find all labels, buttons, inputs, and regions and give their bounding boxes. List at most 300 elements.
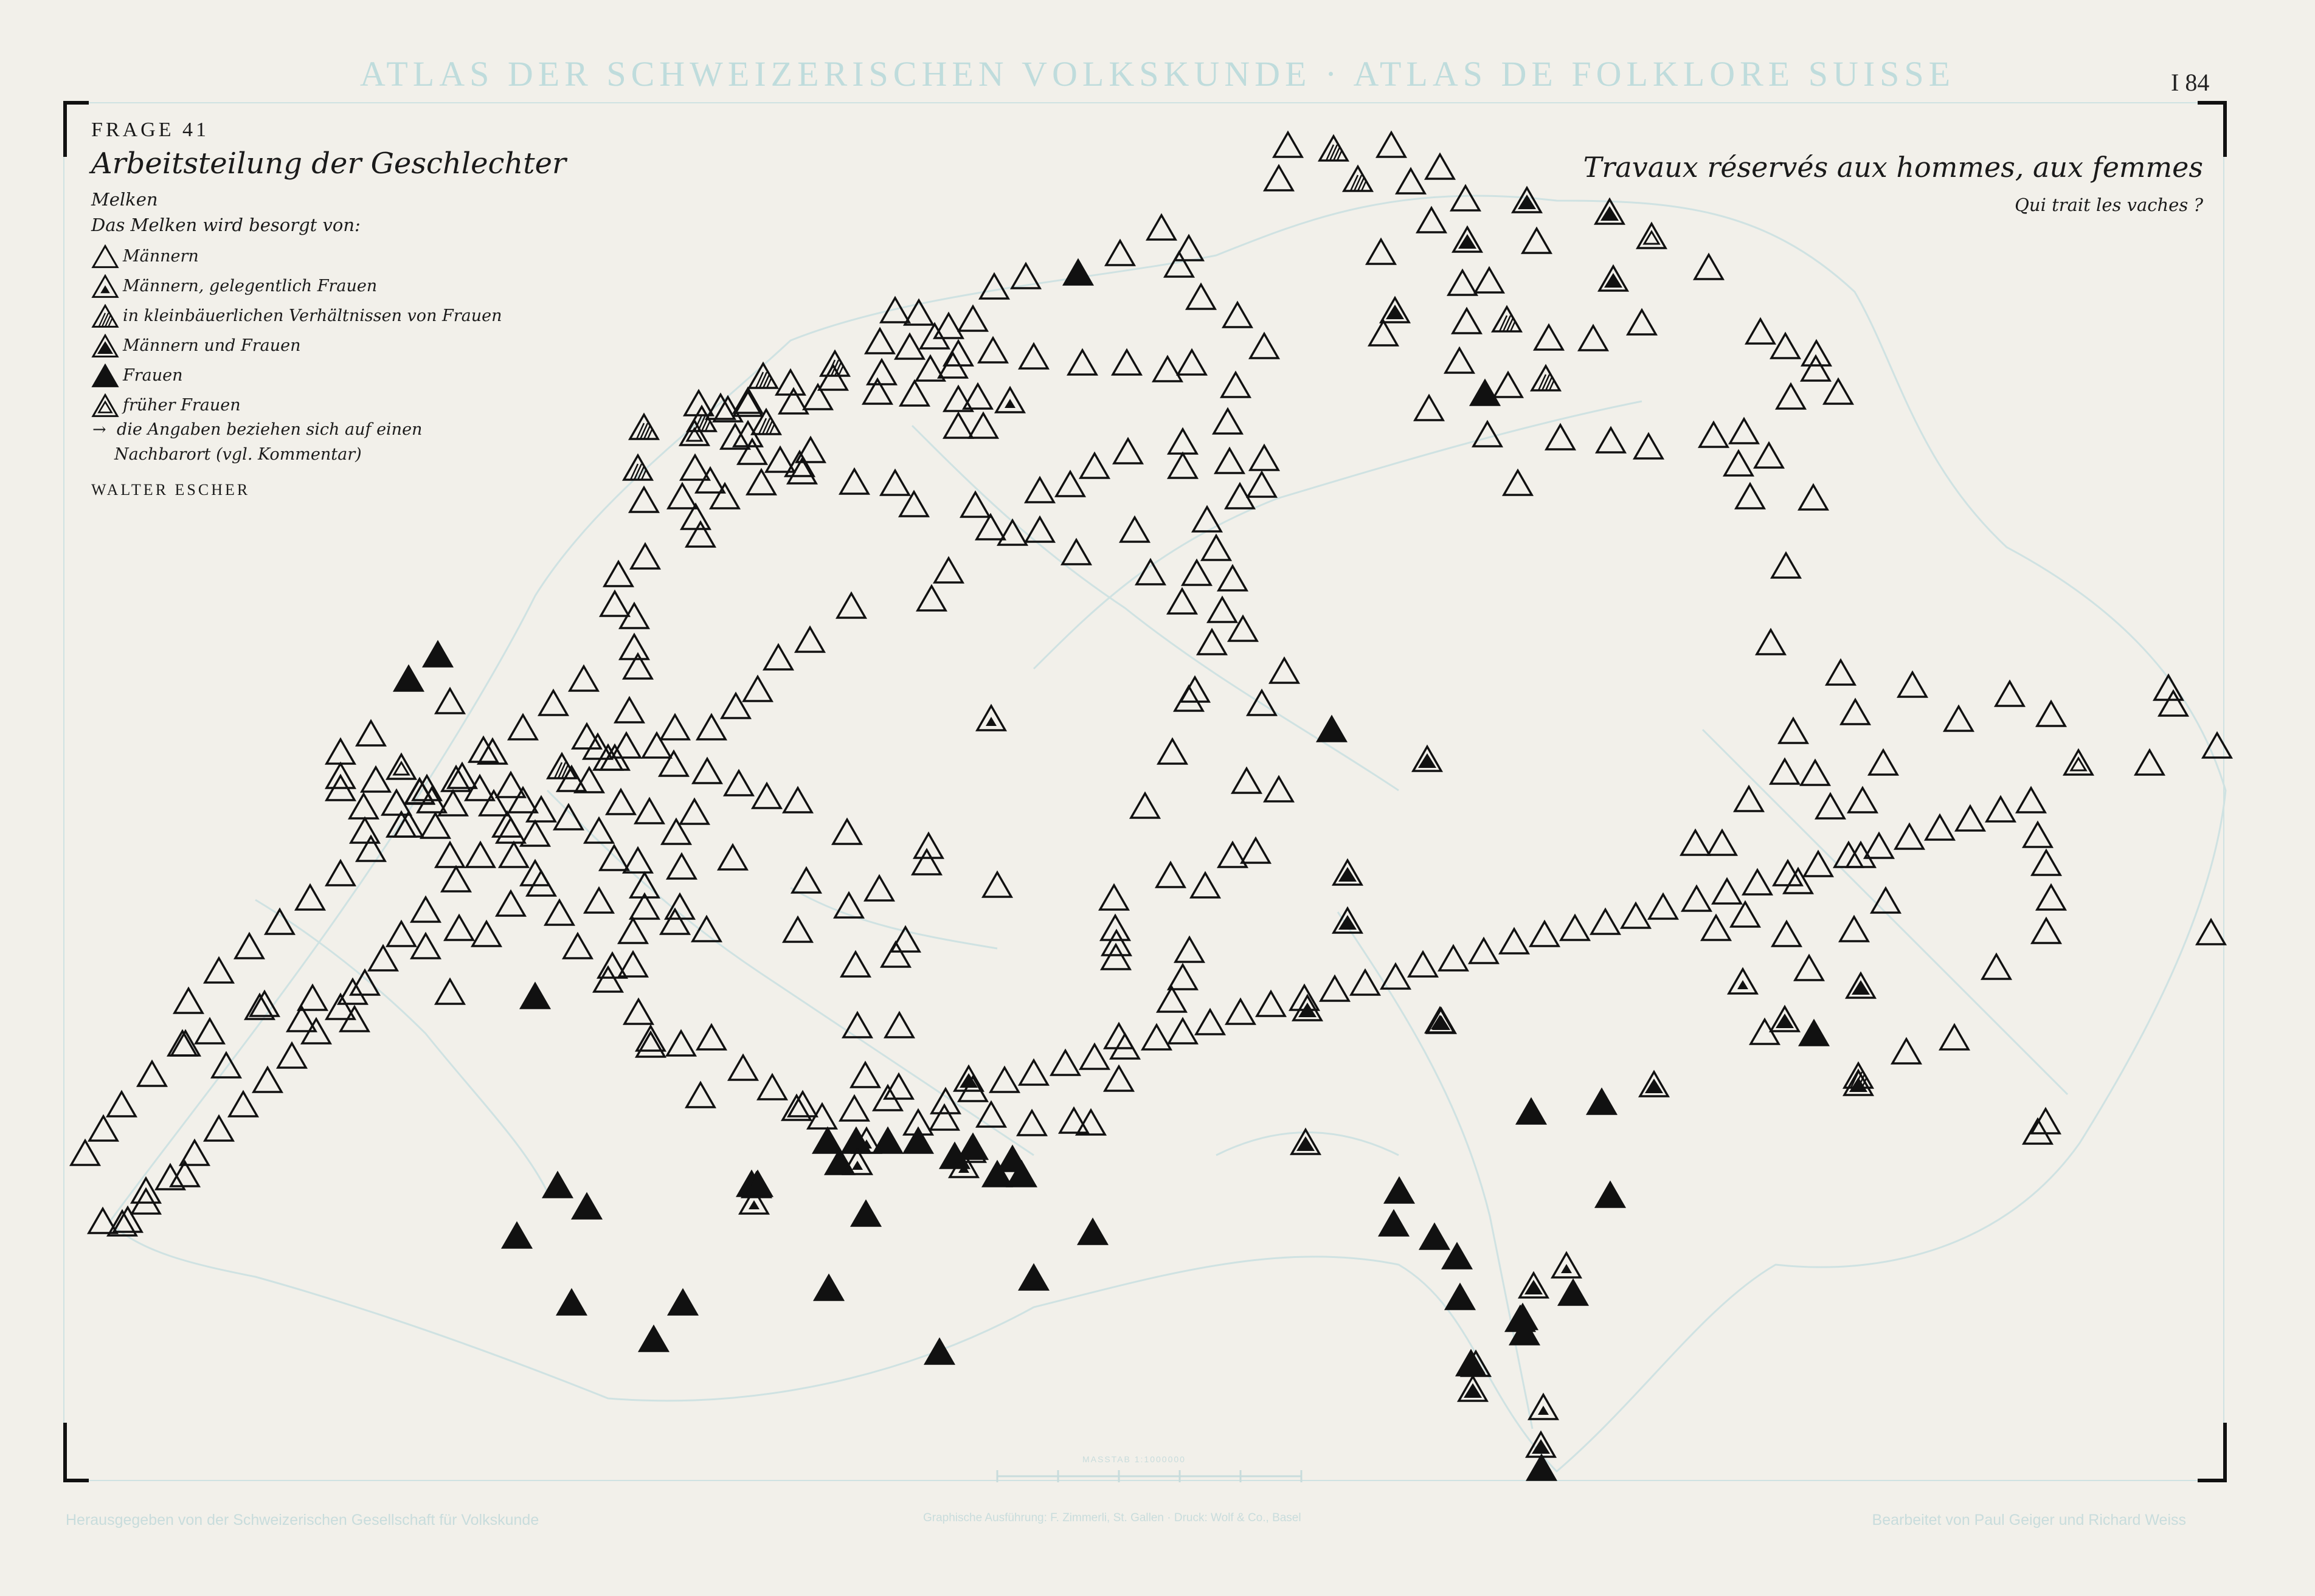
legend bbox=[91, 119, 566, 499]
lake-line bbox=[791, 888, 997, 948]
marker-men-icon bbox=[851, 1063, 879, 1087]
legend-note-line2: Nachbarort (vgl. Kommentar) bbox=[114, 445, 362, 464]
marker-men-icon bbox=[1895, 824, 1923, 849]
marker-men-icon bbox=[1265, 777, 1293, 801]
marker-men-icon bbox=[1531, 922, 1559, 946]
marker-men-icon bbox=[1168, 589, 1196, 613]
marker-men-icon bbox=[1208, 598, 1236, 622]
marker-men-icon bbox=[998, 520, 1026, 545]
marker-men-icon bbox=[935, 314, 963, 338]
legend-item-frauen bbox=[91, 361, 566, 390]
marker-men-icon bbox=[661, 910, 689, 934]
marker-men-icon bbox=[687, 1083, 715, 1107]
marker-men-icon bbox=[1735, 787, 1763, 811]
marker-men-icon bbox=[835, 893, 863, 917]
marker-men-icon bbox=[1026, 478, 1054, 502]
marker-men-icon bbox=[843, 1013, 871, 1037]
marker-women-icon bbox=[1420, 1225, 1448, 1249]
marker-men-icon bbox=[1869, 750, 1897, 775]
legend-note-line1: die Angaben beziehen sich auf einen bbox=[117, 420, 423, 439]
marker-men-icon bbox=[619, 919, 647, 943]
triangle-hatched-icon bbox=[91, 304, 119, 328]
marker-men-icon bbox=[777, 370, 805, 395]
marker-men-icon bbox=[421, 814, 449, 838]
marker-men-icon bbox=[1987, 797, 2015, 821]
marker-men-icon bbox=[1504, 471, 1532, 495]
marker-men-icon bbox=[1439, 946, 1467, 970]
marker-men-icon bbox=[509, 788, 537, 812]
marker-men-icon bbox=[753, 784, 781, 808]
marker-men-icon bbox=[896, 334, 924, 359]
marker-men-icon bbox=[935, 558, 963, 582]
triangle-large-solid-core-icon bbox=[91, 334, 119, 358]
marker-men-icon bbox=[436, 843, 464, 867]
marker-men-icon bbox=[412, 897, 440, 922]
marker-men-icon bbox=[881, 471, 909, 495]
marker-women-icon bbox=[1446, 1285, 1474, 1309]
marker-men-icon bbox=[661, 715, 689, 739]
marker-men-icon bbox=[944, 413, 972, 438]
marker-men-icon bbox=[1169, 965, 1197, 989]
marker-men-icon bbox=[631, 544, 659, 568]
marker-smallholder-women-icon bbox=[1320, 136, 1348, 161]
marker-men-icon bbox=[1113, 350, 1141, 375]
marker-men-icon bbox=[1143, 1025, 1171, 1049]
marker-women-icon bbox=[573, 1194, 601, 1218]
marker-men-icon bbox=[625, 1000, 652, 1024]
marker-smallholder-women-icon bbox=[630, 415, 658, 439]
marker-men-icon bbox=[564, 934, 592, 958]
marker-men-icon bbox=[1147, 215, 1175, 240]
legend-item-kleinbauerlich bbox=[91, 301, 566, 331]
marker-men-icon bbox=[1154, 357, 1182, 381]
marker-men-icon bbox=[680, 800, 708, 824]
marker-men-icon bbox=[1111, 1034, 1139, 1059]
legend-label: Männern und Frauen bbox=[123, 336, 301, 355]
marker-women-icon bbox=[1588, 1090, 1616, 1114]
marker-men-icon bbox=[1187, 285, 1215, 309]
marker-men-icon bbox=[1774, 861, 1802, 885]
question-fr: Qui trait les vaches ? bbox=[2015, 195, 2203, 215]
marker-men-icon bbox=[1178, 350, 1206, 375]
marker-men-icon bbox=[1158, 739, 1186, 764]
marker-men-icon bbox=[637, 1026, 665, 1051]
legend-intro: Das Melken wird besorgt von: bbox=[91, 215, 361, 235]
marker-men-and-women-icon bbox=[1527, 1432, 1555, 1457]
marker-men-icon bbox=[1730, 419, 1758, 443]
marker-men-icon bbox=[1743, 870, 1771, 894]
marker-men-icon bbox=[387, 922, 415, 946]
marker-men-icon bbox=[819, 365, 847, 390]
marker-men-icon bbox=[1175, 938, 1203, 962]
marker-men-icon bbox=[1746, 319, 1774, 344]
marker-men-icon bbox=[1956, 806, 1984, 831]
marker-men-icon bbox=[299, 986, 327, 1010]
marker-men-and-women-icon bbox=[1847, 973, 1875, 998]
marker-men-icon bbox=[980, 274, 1008, 299]
footer-publisher: Herausgegeben von der Schweizerischen Gesellschaft für Volkskunde bbox=[66, 1511, 539, 1529]
marker-men-icon bbox=[1841, 700, 1869, 724]
marker-men-icon bbox=[1849, 788, 1877, 812]
marker-occasional-women-icon bbox=[1729, 969, 1757, 993]
marker-women-icon bbox=[521, 984, 549, 1008]
marker-men-icon bbox=[1175, 686, 1203, 711]
marker-men-icon bbox=[539, 691, 567, 715]
footer-editors: Bearbeitet von Paul Geiger und Richard Weiss bbox=[1872, 1511, 2186, 1529]
marker-men-icon bbox=[1018, 1111, 1046, 1135]
marker-smallholder-women-icon bbox=[749, 364, 777, 388]
marker-men-icon bbox=[235, 934, 263, 958]
marker-men-icon bbox=[89, 1116, 117, 1141]
marker-men-icon bbox=[842, 952, 870, 976]
marker-men-icon bbox=[1683, 886, 1711, 911]
legend-item-beide bbox=[91, 331, 566, 361]
marker-men-icon bbox=[1193, 507, 1221, 531]
marker-men-icon bbox=[1216, 449, 1244, 473]
marker-men-icon bbox=[711, 484, 739, 508]
marker-men-and-women-icon bbox=[1513, 188, 1541, 212]
marker-men-icon bbox=[1020, 1060, 1048, 1085]
marker-men-icon bbox=[607, 790, 635, 814]
marker-men-icon bbox=[1397, 169, 1425, 193]
marker-men-icon bbox=[2032, 919, 2060, 943]
marker-women-icon bbox=[814, 1128, 842, 1153]
marker-women-icon bbox=[669, 1290, 697, 1314]
marker-men-icon bbox=[840, 1096, 868, 1121]
marker-men-icon bbox=[585, 888, 613, 913]
marker-men-icon bbox=[327, 739, 355, 764]
marker-men-icon bbox=[229, 1092, 257, 1116]
marker-men-icon bbox=[2159, 691, 2187, 716]
marker-men-icon bbox=[1700, 423, 1728, 447]
marker-men-icon bbox=[1257, 992, 1285, 1016]
marker-men-icon bbox=[804, 385, 832, 409]
marker-men-icon bbox=[1523, 229, 1551, 253]
marker-men-icon bbox=[833, 820, 861, 844]
marker-men-icon bbox=[1840, 917, 1868, 941]
triangle-outline-icon bbox=[91, 244, 119, 269]
marker-men-icon bbox=[212, 1053, 240, 1077]
scale-bar bbox=[997, 1470, 1301, 1482]
marker-men-icon bbox=[175, 989, 202, 1013]
marker-men-icon bbox=[1757, 630, 1785, 654]
marker-men-icon bbox=[1169, 1019, 1197, 1043]
marker-women-icon bbox=[1800, 1021, 1828, 1045]
legend-item-frueher bbox=[91, 390, 566, 420]
marker-men-icon bbox=[445, 916, 473, 940]
marker-men-icon bbox=[744, 677, 772, 701]
marker-men-icon bbox=[1702, 916, 1730, 940]
footer-printer: Graphische Ausführung: F. Zimmerli, St. Gallen · Druck: Wolf & Co., Basel bbox=[923, 1511, 1301, 1524]
marker-men-icon bbox=[1771, 334, 1799, 358]
marker-men-icon bbox=[868, 360, 896, 384]
marker-men-icon bbox=[885, 1013, 913, 1037]
marker-men-icon bbox=[278, 1043, 306, 1068]
marker-women-icon bbox=[1596, 1183, 1624, 1207]
marker-men-and-women-icon bbox=[1453, 227, 1481, 252]
marker-men-icon bbox=[1591, 910, 1619, 934]
marker-men-icon bbox=[1597, 428, 1625, 452]
legend-item-gelegentlich bbox=[91, 271, 566, 301]
marker-men-icon bbox=[2032, 851, 2060, 875]
marker-smallholder-women-icon bbox=[1493, 307, 1521, 331]
marker-men-icon bbox=[1982, 955, 2010, 979]
marker-occasional-women-icon bbox=[977, 706, 1005, 730]
marker-men-icon bbox=[1106, 241, 1134, 265]
marker-men-icon bbox=[357, 837, 385, 861]
marker-men-icon bbox=[784, 788, 812, 812]
marker-men-icon bbox=[1250, 334, 1278, 358]
marker-men-icon bbox=[792, 868, 820, 893]
marker-men-icon bbox=[1229, 617, 1257, 641]
marker-men-icon bbox=[1265, 166, 1293, 190]
marker-men-icon bbox=[254, 1068, 282, 1092]
marker-women-icon bbox=[1020, 1265, 1048, 1290]
marker-men-icon bbox=[509, 715, 537, 739]
marker-men-icon bbox=[840, 469, 868, 494]
marker-men-icon bbox=[784, 917, 812, 942]
marker-men-icon bbox=[442, 867, 470, 891]
marker-women-icon bbox=[558, 1290, 586, 1314]
marker-men-icon bbox=[1242, 838, 1270, 863]
marker-men-icon bbox=[570, 666, 598, 691]
marker-men-icon bbox=[719, 845, 747, 869]
marker-men-icon bbox=[1121, 517, 1149, 542]
marker-men-icon bbox=[362, 767, 390, 792]
legend-note bbox=[91, 420, 566, 464]
marker-women-icon bbox=[1517, 1099, 1545, 1124]
legend-label: früher Frauen bbox=[123, 396, 241, 415]
legend-label: Frauen bbox=[123, 366, 183, 385]
marker-women-icon bbox=[1079, 1220, 1107, 1244]
marker-men-icon bbox=[466, 843, 494, 867]
marker-men-icon bbox=[497, 891, 525, 916]
marker-men-icon bbox=[1367, 240, 1395, 264]
marker-smallholder-women-icon bbox=[821, 351, 849, 376]
marker-men-icon bbox=[1219, 566, 1247, 590]
marker-men-icon bbox=[1169, 429, 1197, 454]
marker-men-icon bbox=[327, 861, 355, 885]
marker-women-icon bbox=[926, 1339, 953, 1364]
marker-men-icon bbox=[1214, 409, 1242, 434]
marker-men-icon bbox=[1026, 517, 1054, 542]
marker-men-icon bbox=[729, 1055, 757, 1080]
marker-men-icon bbox=[196, 1019, 224, 1043]
marker-men-and-women-icon bbox=[1459, 1377, 1487, 1401]
marker-men-icon bbox=[2136, 750, 2164, 775]
marker-men-icon bbox=[1695, 255, 1723, 279]
marker-men-icon bbox=[866, 329, 894, 353]
marker-men-and-women-icon bbox=[1520, 1273, 1548, 1297]
map-title-de: Arbeitsteilung der Geschlechter bbox=[91, 147, 566, 181]
marker-men-icon bbox=[1816, 794, 1844, 818]
marker-men-and-women-icon bbox=[1334, 908, 1362, 933]
marker-men-icon bbox=[612, 733, 640, 758]
marker-men-icon bbox=[205, 1116, 233, 1141]
marker-men-icon bbox=[1708, 831, 1736, 855]
marker-men-and-women-icon bbox=[1334, 860, 1362, 885]
marker-men-icon bbox=[1731, 902, 1759, 927]
marker-men-icon bbox=[1445, 348, 1473, 373]
author: WALTER ESCHER bbox=[91, 481, 251, 499]
marker-men-icon bbox=[1051, 1051, 1079, 1075]
marker-men-icon bbox=[1945, 706, 1973, 731]
marker-men-icon bbox=[1270, 658, 1298, 683]
marker-women-icon bbox=[640, 1327, 668, 1351]
marker-men-icon bbox=[1824, 379, 1852, 404]
title-fr-block bbox=[1583, 151, 2203, 215]
marker-men-icon bbox=[2203, 733, 2231, 758]
marker-men-icon bbox=[1369, 321, 1397, 345]
marker-men-icon bbox=[1100, 885, 1128, 910]
marker-men-icon bbox=[527, 871, 555, 896]
marker-men-icon bbox=[797, 438, 825, 462]
marker-men-icon bbox=[983, 872, 1011, 897]
marker-men-icon bbox=[138, 1062, 166, 1086]
marker-women-icon bbox=[395, 666, 423, 691]
marker-men-icon bbox=[1068, 350, 1096, 375]
marker-men-icon bbox=[1131, 793, 1159, 818]
marker-men-icon bbox=[932, 1089, 960, 1113]
marker-men-icon bbox=[620, 635, 648, 659]
marker-women-icon bbox=[503, 1223, 531, 1248]
marker-men-icon bbox=[351, 818, 379, 843]
marker-men-icon bbox=[1802, 341, 1830, 365]
marker-men-icon bbox=[977, 515, 1005, 539]
marker-men-icon bbox=[668, 484, 696, 508]
marker-men-icon bbox=[1475, 268, 1503, 292]
marker-occasional-women-icon bbox=[1552, 1253, 1580, 1277]
marker-men-icon bbox=[1865, 834, 1893, 858]
marker-men-icon bbox=[697, 1025, 725, 1049]
marker-men-icon bbox=[1500, 929, 1528, 953]
triangle-solid-icon bbox=[91, 364, 119, 388]
marker-men-icon bbox=[667, 1031, 695, 1055]
marker-men-icon bbox=[1940, 1025, 1968, 1049]
plate-number: I 84 bbox=[2171, 69, 2210, 96]
marker-women-icon bbox=[544, 1173, 572, 1197]
marker-men-icon bbox=[1056, 472, 1084, 496]
marker-men-icon bbox=[1158, 987, 1186, 1012]
marker-men-icon bbox=[796, 627, 824, 652]
marker-men-and-women-icon bbox=[1599, 266, 1627, 291]
marker-smallholder-women-icon bbox=[1344, 167, 1372, 191]
marker-men-icon bbox=[747, 470, 775, 494]
marker-men-icon bbox=[1546, 425, 1574, 449]
marker-men-icon bbox=[1827, 660, 1855, 685]
marker-men-icon bbox=[2197, 920, 2225, 944]
marker-men-icon bbox=[764, 645, 792, 669]
marker-men-icon bbox=[1062, 540, 1090, 564]
legend-label: Männern bbox=[123, 247, 199, 266]
marker-men-icon bbox=[1996, 682, 2024, 706]
marker-women-icon bbox=[1064, 260, 1092, 285]
marker-men-and-women-icon bbox=[1844, 1071, 1872, 1095]
marker-men-icon bbox=[693, 917, 721, 941]
marker-men-icon bbox=[944, 387, 972, 411]
marker-women-icon bbox=[852, 1201, 880, 1226]
marker-men-icon bbox=[369, 946, 397, 970]
marker-smallholder-women-icon bbox=[1532, 366, 1560, 390]
marker-men-icon bbox=[1101, 916, 1129, 940]
legend-label: in kleinbäuerlichen Verhältnissen von Frauen bbox=[123, 306, 502, 325]
marker-men-and-women-icon bbox=[1640, 1072, 1668, 1096]
marker-men-icon bbox=[1175, 236, 1203, 260]
marker-men-icon bbox=[601, 592, 629, 616]
marker-men-icon bbox=[1233, 769, 1261, 793]
marker-men-icon bbox=[1415, 396, 1443, 420]
marker-men-icon bbox=[1470, 939, 1498, 963]
question-number: FRAGE 41 bbox=[91, 119, 209, 141]
marker-men-icon bbox=[436, 689, 464, 713]
marker-men-icon bbox=[1772, 553, 1800, 578]
marker-men-icon bbox=[1535, 325, 1563, 350]
marker-men-icon bbox=[1081, 454, 1109, 478]
marker-men-icon bbox=[1872, 888, 1900, 913]
marker-formerly-women-icon bbox=[1638, 224, 1666, 248]
marker-occasional-women-icon bbox=[996, 388, 1024, 412]
marker-men-icon bbox=[2037, 885, 2065, 910]
marker-men-icon bbox=[1351, 970, 1379, 995]
marker-men-icon bbox=[991, 1068, 1019, 1092]
marker-men-icon bbox=[1202, 536, 1230, 560]
marker-men-icon bbox=[1579, 326, 1607, 350]
marker-men-icon bbox=[1191, 873, 1219, 897]
map-title-fr: Travaux réservés aux hommes, aux femmes bbox=[1583, 151, 2203, 184]
marker-men-icon bbox=[205, 958, 233, 983]
marker-men-icon bbox=[1183, 561, 1211, 585]
marker-men-icon bbox=[108, 1092, 136, 1116]
marker-men-icon bbox=[1713, 879, 1741, 903]
marker-men-icon bbox=[1725, 451, 1753, 475]
lake-line bbox=[255, 900, 547, 1192]
marker-women-icon bbox=[1380, 1211, 1408, 1235]
marker-formerly-women-icon bbox=[2064, 750, 2092, 775]
marker-women-icon bbox=[1559, 1280, 1587, 1305]
marker-women-icon bbox=[904, 1128, 932, 1153]
marker-men-icon bbox=[1223, 303, 1251, 327]
marker-men-icon bbox=[1681, 831, 1709, 855]
marker-women-icon bbox=[815, 1276, 843, 1300]
marker-men-icon bbox=[635, 799, 663, 823]
marker-men-icon bbox=[1377, 133, 1405, 157]
marker-women-icon bbox=[1385, 1178, 1413, 1203]
marker-men-icon bbox=[1473, 422, 1501, 446]
marker-men-icon bbox=[1755, 443, 1783, 468]
marker-men-icon bbox=[1417, 208, 1445, 232]
marker-women-icon bbox=[424, 642, 452, 666]
marker-men-icon bbox=[687, 522, 715, 547]
marker-women-icon bbox=[1318, 717, 1346, 741]
scale-label: MASSTAB 1:1000000 bbox=[1082, 1454, 1186, 1464]
legend-label: Männern, gelegentlich Frauen bbox=[123, 277, 378, 295]
marker-men-icon bbox=[865, 876, 893, 900]
marker-men-icon bbox=[1452, 186, 1479, 210]
marker-men-icon bbox=[1649, 894, 1677, 919]
marker-men-icon bbox=[1453, 309, 1481, 333]
marker-women-icon bbox=[1471, 381, 1499, 405]
marker-men-icon bbox=[1777, 384, 1805, 409]
marker-men-icon bbox=[1801, 761, 1829, 785]
marker-men-and-women-icon bbox=[1771, 1007, 1799, 1031]
marker-men-icon bbox=[132, 1189, 160, 1214]
marker-men-icon bbox=[1561, 916, 1589, 940]
marker-men-icon bbox=[585, 818, 613, 843]
marker-men-and-women-icon bbox=[1381, 298, 1409, 322]
marker-men-icon bbox=[480, 791, 508, 815]
marker-men-icon bbox=[1448, 271, 1476, 295]
marker-men-icon bbox=[1169, 454, 1197, 478]
